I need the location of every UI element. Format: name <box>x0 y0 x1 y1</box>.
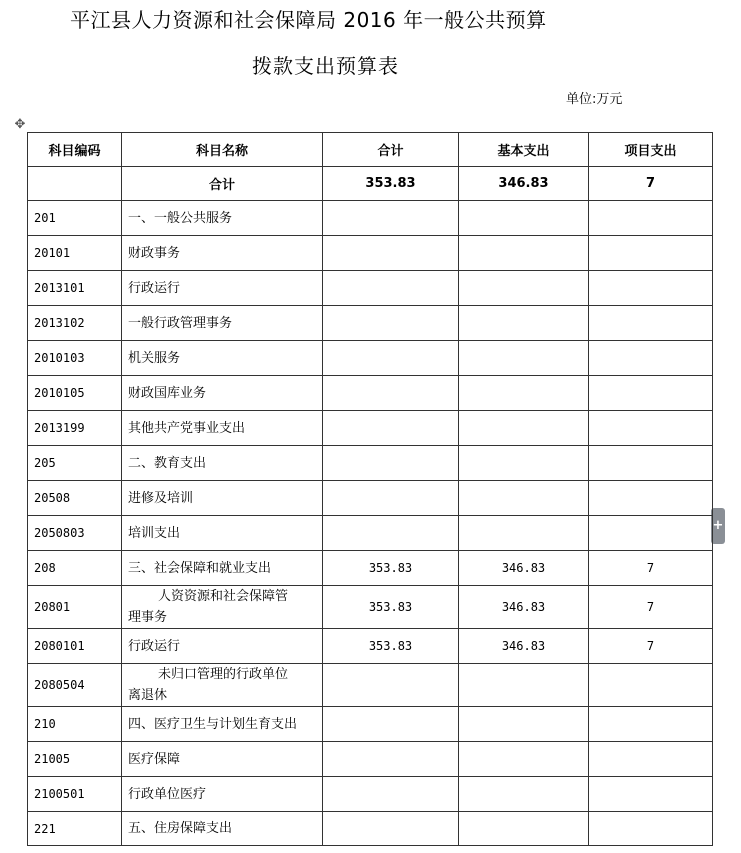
row-basic <box>459 481 589 516</box>
row-basic <box>459 664 589 707</box>
row-basic: 346.83 <box>459 629 589 664</box>
table-row <box>28 777 713 812</box>
row-code: 20508 <box>28 481 122 516</box>
row-code: 2010105 <box>28 376 122 411</box>
row-name <box>122 664 323 707</box>
row-name: 其他共产党事业支出 <box>122 411 323 446</box>
row-total <box>323 376 459 411</box>
row-code: 208 <box>28 551 122 586</box>
row-basic: 346.83 <box>459 586 589 629</box>
row-project <box>589 481 713 516</box>
row-project <box>589 707 713 742</box>
row-name: 行政单位医疗 <box>122 777 323 812</box>
row-name: 三、社会保障和就业支出 <box>122 551 323 586</box>
row-code: 210 <box>28 707 122 742</box>
row-code: 201 <box>28 201 122 236</box>
row-total <box>323 306 459 341</box>
row-total <box>323 341 459 376</box>
row-basic <box>459 341 589 376</box>
table-row <box>28 411 713 446</box>
row-project <box>589 271 713 306</box>
row-basic <box>459 516 589 551</box>
row-basic <box>459 707 589 742</box>
table-row <box>28 446 713 481</box>
row-name-line-2: 理事务 <box>128 610 168 625</box>
row-total: 353.83 <box>323 551 459 586</box>
header-project: 项目支出 <box>589 133 713 167</box>
row-code: 20101 <box>28 236 122 271</box>
row-code: 2050803 <box>28 516 122 551</box>
row-project: 7 <box>589 586 713 629</box>
table-row <box>28 481 713 516</box>
row-total <box>323 201 459 236</box>
table-row <box>28 629 713 664</box>
header-row <box>28 133 713 167</box>
row-total <box>323 271 459 306</box>
row-project <box>589 664 713 707</box>
row-name: 二、教育支出 <box>122 446 323 481</box>
row-project <box>589 516 713 551</box>
row-name: 机关服务 <box>122 341 323 376</box>
row-code: 2100501 <box>28 777 122 812</box>
row-name: 五、住房保障支出 <box>122 812 323 846</box>
row-total <box>323 411 459 446</box>
row-name: 一般行政管理事务 <box>122 306 323 341</box>
table-row <box>28 664 713 707</box>
table-row <box>28 707 713 742</box>
row-project <box>589 306 713 341</box>
move-cross-icon[interactable]: ✥ <box>14 117 26 132</box>
row-name-line-2: 离退休 <box>128 688 168 703</box>
header-name: 科目名称 <box>122 133 323 167</box>
header-basic: 基本支出 <box>459 133 589 167</box>
row-name: 行政运行 <box>122 629 323 664</box>
row-code: 221 <box>28 812 122 846</box>
row-project <box>589 777 713 812</box>
row-basic <box>459 777 589 812</box>
row-basic <box>459 376 589 411</box>
row-code: 2013102 <box>28 306 122 341</box>
row-code: 2080504 <box>28 664 122 707</box>
row-basic <box>459 236 589 271</box>
row-code: 2013199 <box>28 411 122 446</box>
total-row <box>28 167 713 201</box>
row-basic <box>459 446 589 481</box>
table-row <box>28 271 713 306</box>
row-name: 培训支出 <box>122 516 323 551</box>
total-project: 7 <box>589 167 713 201</box>
row-code: 20801 <box>28 586 122 629</box>
plus-tab-icon[interactable]: + <box>711 508 725 544</box>
row-total <box>323 664 459 707</box>
row-name <box>122 586 323 629</box>
table-row <box>28 812 713 846</box>
row-total <box>323 777 459 812</box>
row-total <box>323 446 459 481</box>
row-project: 7 <box>589 629 713 664</box>
row-project <box>589 411 713 446</box>
row-basic <box>459 201 589 236</box>
row-project <box>589 742 713 777</box>
row-name: 医疗保障 <box>122 742 323 777</box>
row-total <box>323 481 459 516</box>
row-total <box>323 707 459 742</box>
row-project <box>589 376 713 411</box>
table-row <box>28 306 713 341</box>
row-code: 2013101 <box>28 271 122 306</box>
row-project <box>589 812 713 846</box>
total-sum: 353.83 <box>323 167 459 201</box>
total-basic: 346.83 <box>459 167 589 201</box>
row-total <box>323 812 459 846</box>
row-name: 一、一般公共服务 <box>122 201 323 236</box>
table-row <box>28 516 713 551</box>
row-total: 353.83 <box>323 629 459 664</box>
row-basic <box>459 812 589 846</box>
row-basic <box>459 411 589 446</box>
row-basic <box>459 742 589 777</box>
row-code: 205 <box>28 446 122 481</box>
row-code: 2080101 <box>28 629 122 664</box>
table-row <box>28 742 713 777</box>
row-project <box>589 341 713 376</box>
row-name-line-1: 人资资源和社会保障管 <box>158 589 289 604</box>
title-line-2: 拨款支出预算表 <box>252 54 399 78</box>
total-code-cell <box>28 167 122 201</box>
row-name: 财政国库业务 <box>122 376 323 411</box>
row-name: 财政事务 <box>122 236 323 271</box>
budget-table <box>27 132 713 846</box>
unit-label: 单位:万元 <box>566 92 623 107</box>
row-total <box>323 516 459 551</box>
row-code: 21005 <box>28 742 122 777</box>
row-project <box>589 201 713 236</box>
table-row <box>28 236 713 271</box>
header-total: 合计 <box>323 133 459 167</box>
table-row <box>28 586 713 629</box>
row-total <box>323 236 459 271</box>
row-name: 行政运行 <box>122 271 323 306</box>
title-line-1: 平江县人力资源和社会保障局 2016 年一般公共预算 <box>70 8 547 32</box>
table-row <box>28 201 713 236</box>
row-name: 进修及培训 <box>122 481 323 516</box>
row-project: 7 <box>589 551 713 586</box>
row-name: 四、医疗卫生与计划生育支出 <box>122 707 323 742</box>
row-total: 353.83 <box>323 586 459 629</box>
row-basic <box>459 271 589 306</box>
row-basic: 346.83 <box>459 551 589 586</box>
row-basic <box>459 306 589 341</box>
table-row <box>28 341 713 376</box>
total-label: 合计 <box>122 167 323 201</box>
row-project <box>589 236 713 271</box>
row-name-line-1: 未归口管理的行政单位 <box>158 667 289 682</box>
row-total <box>323 742 459 777</box>
header-code: 科目编码 <box>28 133 122 167</box>
table-row <box>28 551 713 586</box>
row-project <box>589 446 713 481</box>
table-row <box>28 376 713 411</box>
row-code: 2010103 <box>28 341 122 376</box>
